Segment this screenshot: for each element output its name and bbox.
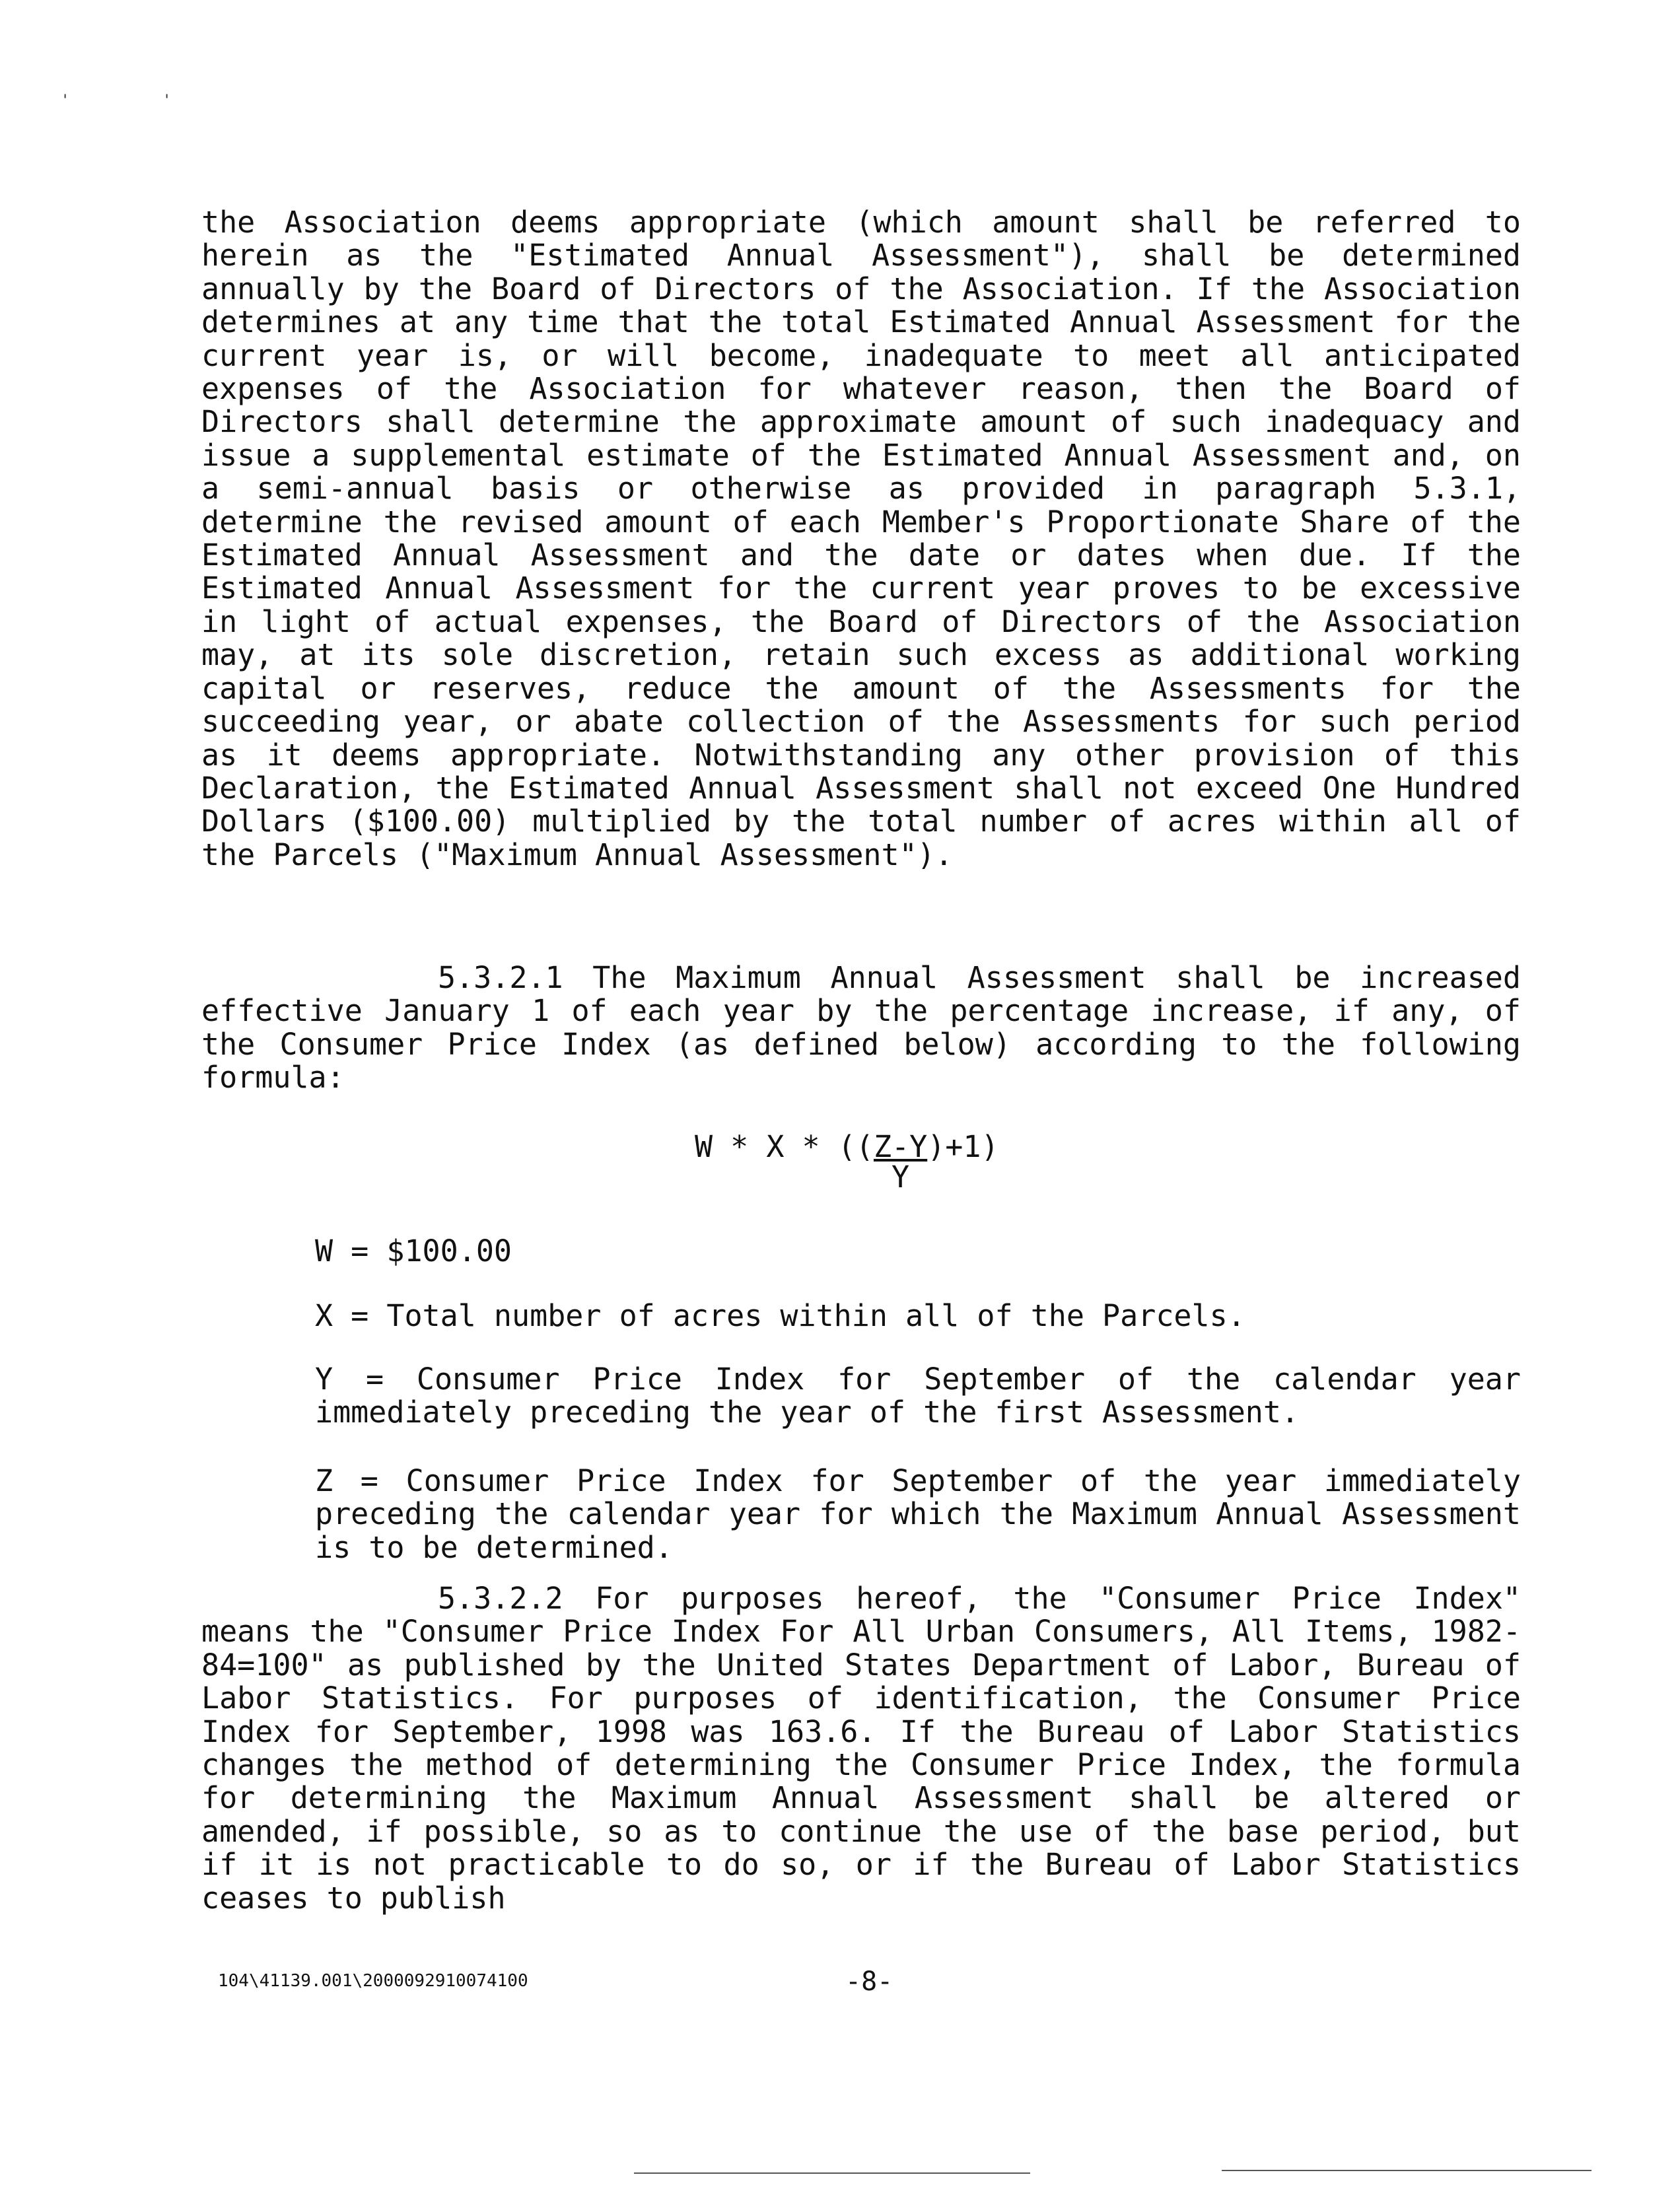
formula-denominator: Y	[892, 1160, 910, 1195]
formula-fraction	[873, 1129, 928, 1195]
scan-mark: '	[61, 92, 70, 109]
scan-mark: '	[162, 92, 172, 109]
bottom-rule	[1222, 2170, 1592, 2171]
formula-suffix: )+1)	[927, 1129, 999, 1164]
cpi-formula	[695, 1129, 999, 1195]
section-5-3-2-1-paragraph: 5.3.2.1 The Maximum Annual Assessment shall be increased effective January 1 of each year by the percentage increase, if any, of the Consumer Price Index (as defined below) according to the following formula:	[201, 960, 1521, 1095]
section-5-3-2-2-paragraph: 5.3.2.2 For purposes hereof, the "Consumer Price Index" means the "Consumer Price Index For All Urban Consumers, All Items, 1982-84=100" as published by the United States Department of Labor, Bureau of Labor Statistics. For purposes of identification, the Consumer Price Index for September, 1998 was 163.6. If the Bureau of Labor Statistics changes the method of determining the Consumer Price Index, the formula for determining the Maximum Annual Assessment shall be altered or amended, if possible, so as to continue the use of the base period, but if it is not practicable to do so, or if the Bureau of Labor Statistics ceases to publish	[201, 1581, 1521, 1916]
body-paragraph-estimated-annual-assessment: the Association deems appropriate (which amount shall be referred to herein as the "Estimated Annual Assessment"), shall be determined annually by the Board of Directors of the Association. If the Association determines at any time that the total Estimated Annual Assessment for the current year is, or will become, inadequate to meet all anticipated expenses of the Association for whatever reason, then the Board of Directors shall determine the approximate amount of such inadequacy and issue a supplemental estimate of the Estimated Annual Assessment and, on a semi-annual basis or otherwise as provided in paragraph 5.3.1, determine the revised amount of each Member's Proportionate Share of the Estimated Annual Assessment and the date or dates when due. If the Estimated Annual Assessment for the current year proves to be excessive in light of actual expenses, the Board of Directors of the Association may, at its sole discretion, retain such excess as additional working capital or reserves, reduce the amount of the Assessments for the succeeding year, or abate collection of the Assessments for such period as it deems appropriate. Notwithstanding any other provision of this Declaration, the Estimated Annual Assessment shall not exceed One Hundred Dollars ($100.00) multiplied by the total number of acres within all of the Parcels ("Maximum Annual Assessment").	[201, 205, 1521, 872]
definition-x: X = Total number of acres within all of the Parcels.	[315, 1298, 1245, 1333]
formula-numerator: Z-Y	[873, 1129, 928, 1164]
formula-prefix: W * X * ((	[695, 1129, 874, 1164]
definition-z: Z = Consumer Price Index for September of the year immediately preceding the calendar year for which the Maximum Annual Assessment is to be determined.	[315, 1463, 1521, 1565]
page-number: -8-	[845, 1966, 893, 1997]
definition-w: W = $100.00	[315, 1233, 512, 1268]
document-reference-number: 104\41139.001\2000092910074100	[218, 1971, 528, 1991]
bottom-rule	[634, 2172, 1030, 2174]
definition-y: Y = Consumer Price Index for September of the calendar year immediately preceding the year of the first Assessment.	[315, 1362, 1521, 1430]
